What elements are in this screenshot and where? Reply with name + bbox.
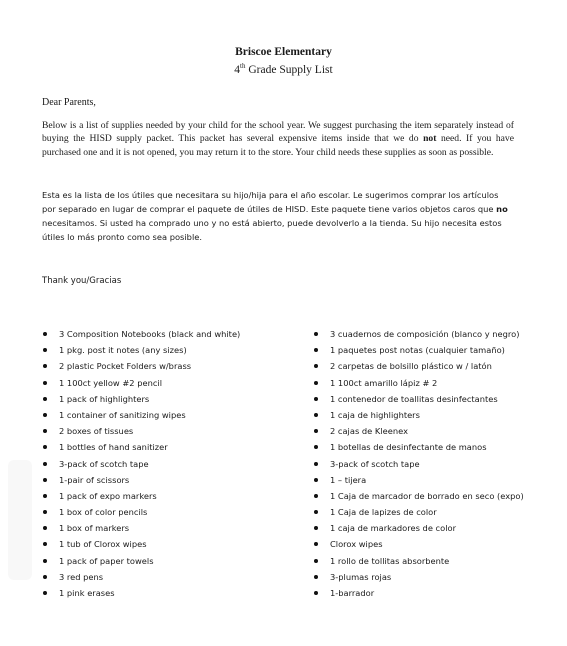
list-item: 1 pack of paper towels	[42, 555, 292, 571]
list-item: 3-pack of scotch tape	[313, 458, 553, 474]
list-item: 1 botellas de desinfectante de manos	[313, 441, 553, 457]
supply-list-spanish	[313, 328, 553, 603]
list-item: 1 tub of Clorox wipes	[42, 538, 292, 554]
list-item: 1-barrador	[313, 587, 553, 603]
list-item: 2 cajas de Kleenex	[313, 425, 553, 441]
school-name: Briscoe Elementary	[235, 46, 332, 58]
list-item: 1 box of markers	[42, 522, 292, 538]
grade-ordinal-suffix: th	[240, 62, 246, 70]
list-item: 1 100ct yellow #2 pencil	[42, 377, 292, 393]
list-item: 1 – tijera	[313, 474, 553, 490]
list-item: 1 caja de highlighters	[313, 409, 553, 425]
list-item: 1 Caja de marcador de borrado en seco (expo)	[313, 490, 553, 506]
closing: Thank you/Gracias	[42, 276, 122, 286]
list-item: 1 rollo de tollitas absorbente	[313, 555, 553, 571]
list-item: 3-plumas rojas	[313, 571, 553, 587]
list-item: 1 Caja de lapizes de color	[313, 506, 553, 522]
supply-list-english	[42, 328, 292, 603]
list-item: 3 Composition Notebooks (black and white)	[42, 328, 292, 344]
list-item: 1 bottles of hand sanitizer	[42, 441, 292, 457]
emphasis-no: no	[496, 204, 508, 214]
list-item: 2 carpetas de bolsillo plástico w / latón	[313, 360, 553, 376]
salutation: Dear Parents,	[42, 97, 96, 108]
list-title	[0, 62, 567, 76]
english-paragraph: Below is a list of supplies needed by your child for the school year. We suggest purchasing the item separately instead of buying the HISD supply packet. This packet has several expensive items inside that we do not need. If you have purchased one and it is not opened, you may return it to the store. Your child needs these supplies as soon as possible.	[42, 120, 514, 158]
list-item: 1 container of sanitizing wipes	[42, 409, 292, 425]
list-item: 1 pack of expo markers	[42, 490, 292, 506]
grade-number: 4th	[234, 62, 246, 76]
list-item: 1 pack of highlighters	[42, 393, 292, 409]
faded-margin-mark	[8, 460, 32, 580]
list-item: 2 plastic Pocket Folders w/brass	[42, 360, 292, 376]
emphasis-not: not	[423, 133, 437, 145]
list-item: 1 100ct amarillo lápiz # 2	[313, 377, 553, 393]
list-item: 1-pair of scissors	[42, 474, 292, 490]
list-item: 1 pink erases	[42, 587, 292, 603]
list-item: 1 pkg. post it notes (any sizes)	[42, 344, 292, 360]
list-title-rest: Grade Supply List	[245, 63, 333, 76]
list-item: 1 box of color pencils	[42, 506, 292, 522]
list-item: 1 paquetes post notas (cualquier tamaño)	[313, 344, 553, 360]
list-item: 2 boxes of tissues	[42, 425, 292, 441]
list-item: 1 caja de markadores de color	[313, 522, 553, 538]
list-item: 3 red pens	[42, 571, 292, 587]
list-item: 3-pack of scotch tape	[42, 458, 292, 474]
spanish-paragraph: Esta es la lista de los útiles que necesitara su hijo/hija para el año escolar. Le sugerimos comprar los artículos por separado en lugar de comprar el paquete de útiles de HISD. Este paquete tiene varios objetos caros que no necesitamos. Si usted ha comprado uno y no está abierto, puede devolverlo a la tienda. Su hijo necesita estos útiles lo más pronto como sea posible.	[42, 190, 508, 242]
list-item: 1 contenedor de toallitas desinfectantes	[313, 393, 553, 409]
list-item: 3 cuadernos de composición (blanco y negro)	[313, 328, 553, 344]
list-item: Clorox wipes	[313, 538, 553, 554]
